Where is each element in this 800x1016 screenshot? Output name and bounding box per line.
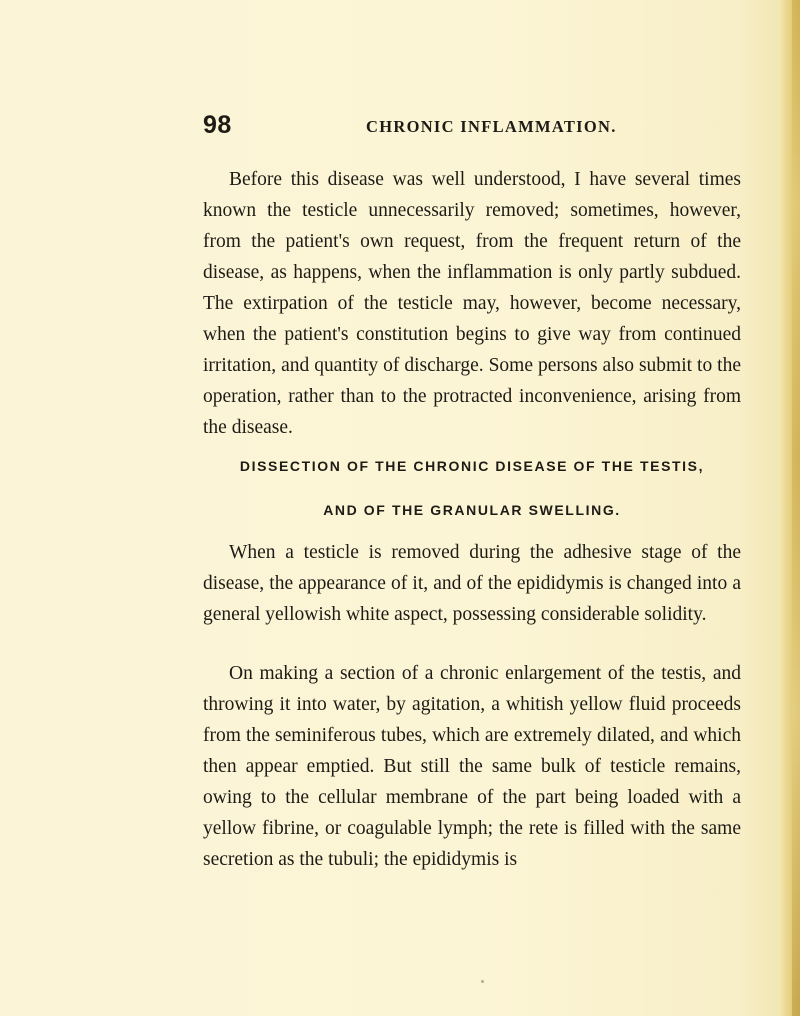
page-number: 98 <box>203 111 232 139</box>
paragraph-3: On making a section of a chronic enlargement of the testis, and throwing it into water, by agitation, a whitish yellow fluid proceeds from the seminiferous tubes, which are extremely dilated, and which then appear emptied. But still the same bulk of testicle remains, owing to the cellular membrane of the part being loaded with a yellow fibrine, or coagulable lymph; the rete is filled with the same secretion as the tubuli; the epididymis is <box>203 663 741 870</box>
section-heading-line-1: DISSECTION OF THE CHRONIC DISEASE OF THE TESTIS, <box>239 458 705 474</box>
page-header <box>203 110 743 144</box>
page-edge-shadow <box>792 0 800 1016</box>
running-head: CHRONIC INFLAMMATION. <box>366 117 617 136</box>
paper-speck <box>481 980 484 983</box>
paragraph-2: When a testicle is removed during the adhesive stage of the disease, the appearance of it, and of the epididymis is changed into a general yellowish white aspect, possessing considerable solidity. <box>203 542 741 625</box>
paragraph-1: Before this disease was well understood, I have several times known the testicle unnecessarily removed; sometimes, however, from the patient's own request, from the frequent return of the disease, as happens, when the inflammation is only partly subdued. The extirpation of the testicle may, however, become necessary, when the patient's constitution begins to give way from continued irritation, and quantity of discharge. Some persons also submit to the operation, rather than to the protracted inconvenience, arising from the disease. <box>203 169 741 438</box>
section-heading-line-2: AND OF THE GRANULAR SWELLING. <box>323 502 621 518</box>
